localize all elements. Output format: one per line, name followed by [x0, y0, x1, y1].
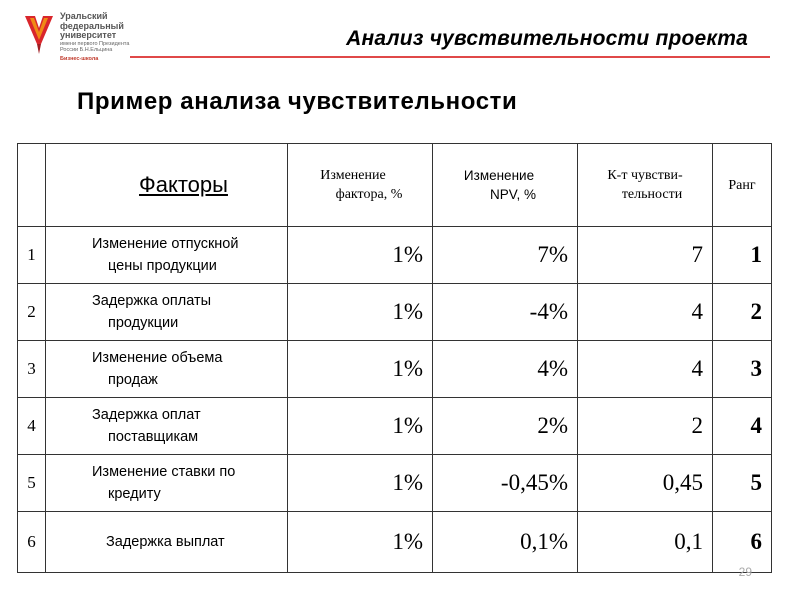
header-title: Анализ чувствительности проекта	[346, 27, 748, 50]
rank-header: Ранг	[713, 144, 772, 227]
factor-name-line-2: кредиту	[108, 486, 161, 502]
sensitivity-table	[17, 143, 772, 573]
header-divider	[130, 56, 770, 58]
table-row	[18, 512, 772, 573]
npv-change-value: -4%	[433, 284, 578, 341]
sensitivity-header-line-2: тельности	[621, 187, 683, 202]
factor-name	[46, 227, 288, 284]
row-number: 1	[18, 227, 46, 284]
npv-change-value: 7%	[433, 227, 578, 284]
logo-line-3: университет	[60, 30, 117, 40]
logo-line-1: Уральский	[60, 11, 108, 21]
factor-change-value: 1%	[288, 512, 433, 573]
university-logo	[22, 12, 132, 72]
factor-change-value: 1%	[288, 227, 433, 284]
row-number: 5	[18, 455, 46, 512]
rank-value: 6	[713, 512, 772, 573]
factor-name-line-1: Изменение объема	[92, 350, 223, 366]
sensitivity-value: 7	[578, 227, 713, 284]
rank-value: 1	[713, 227, 772, 284]
table-row	[18, 455, 772, 512]
factor-name-line-2: продукции	[108, 315, 179, 331]
factor-name	[46, 284, 288, 341]
npv-change-value: -0,45%	[433, 455, 578, 512]
sensitivity-value: 4	[578, 341, 713, 398]
factor-name	[46, 455, 288, 512]
factor-name-line-2: цены продукции	[108, 258, 217, 274]
logo-small-2: России Б.Н.Ельцина	[60, 46, 113, 53]
table-row	[18, 284, 772, 341]
table-row	[18, 398, 772, 455]
table-row	[18, 341, 772, 398]
factor-name-line-1: Задержка выплат	[106, 534, 225, 550]
page-number: 29	[738, 565, 752, 579]
table-header-row	[18, 144, 772, 227]
factor-change-value: 1%	[288, 455, 433, 512]
factor-name-line-2: поставщикам	[108, 429, 199, 445]
sensitivity-value: 0,1	[578, 512, 713, 573]
factor-name-line-1: Задержка оплат	[92, 407, 201, 423]
factor-name-line-1: Изменение отпускной	[92, 236, 239, 252]
factor-change-header-line-1: Изменение	[320, 168, 386, 183]
factors-header: Факторы	[46, 144, 288, 227]
npv-change-header	[433, 144, 578, 227]
sensitivity-value: 2	[578, 398, 713, 455]
rank-value: 2	[713, 284, 772, 341]
rank-value: 3	[713, 341, 772, 398]
sensitivity-header	[578, 144, 713, 227]
factor-change-header	[288, 144, 433, 227]
rank-value: 4	[713, 398, 772, 455]
row-number: 2	[18, 284, 46, 341]
factor-change-value: 1%	[288, 398, 433, 455]
sensitivity-value: 4	[578, 284, 713, 341]
factor-name-line-1: Задержка оплаты	[92, 293, 212, 309]
ural-university-logo-icon	[22, 14, 56, 58]
factor-change-value: 1%	[288, 284, 433, 341]
npv-change-value: 4%	[433, 341, 578, 398]
row-number: 6	[18, 512, 46, 573]
factor-name	[46, 398, 288, 455]
sensitivity-header-line-1: К-т чувстви-	[607, 168, 683, 183]
logo-line-2: федеральный	[60, 20, 124, 31]
npv-change-value: 2%	[433, 398, 578, 455]
num-header-cell	[18, 144, 46, 227]
npv-change-header-line-1: Изменение	[463, 168, 535, 183]
logo-school: Бизнес-школа	[60, 55, 99, 62]
factor-name-line-2: продаж	[108, 372, 158, 388]
factor-change-header-line-2: фактора, %	[335, 187, 403, 202]
sensitivity-value: 0,45	[578, 455, 713, 512]
row-number: 4	[18, 398, 46, 455]
npv-change-header-line-2: NPV, %	[489, 187, 537, 202]
factor-name	[46, 512, 288, 573]
npv-change-value: 0,1%	[433, 512, 578, 573]
row-number: 3	[18, 341, 46, 398]
factor-name	[46, 341, 288, 398]
factor-change-value: 1%	[288, 341, 433, 398]
table-row	[18, 227, 772, 284]
factor-name-line-1: Изменение ставки по	[92, 464, 236, 480]
logo-small-1: имени первого Президента	[60, 40, 130, 47]
rank-value: 5	[713, 455, 772, 512]
page-title: Пример анализа чувствительности	[77, 88, 518, 115]
